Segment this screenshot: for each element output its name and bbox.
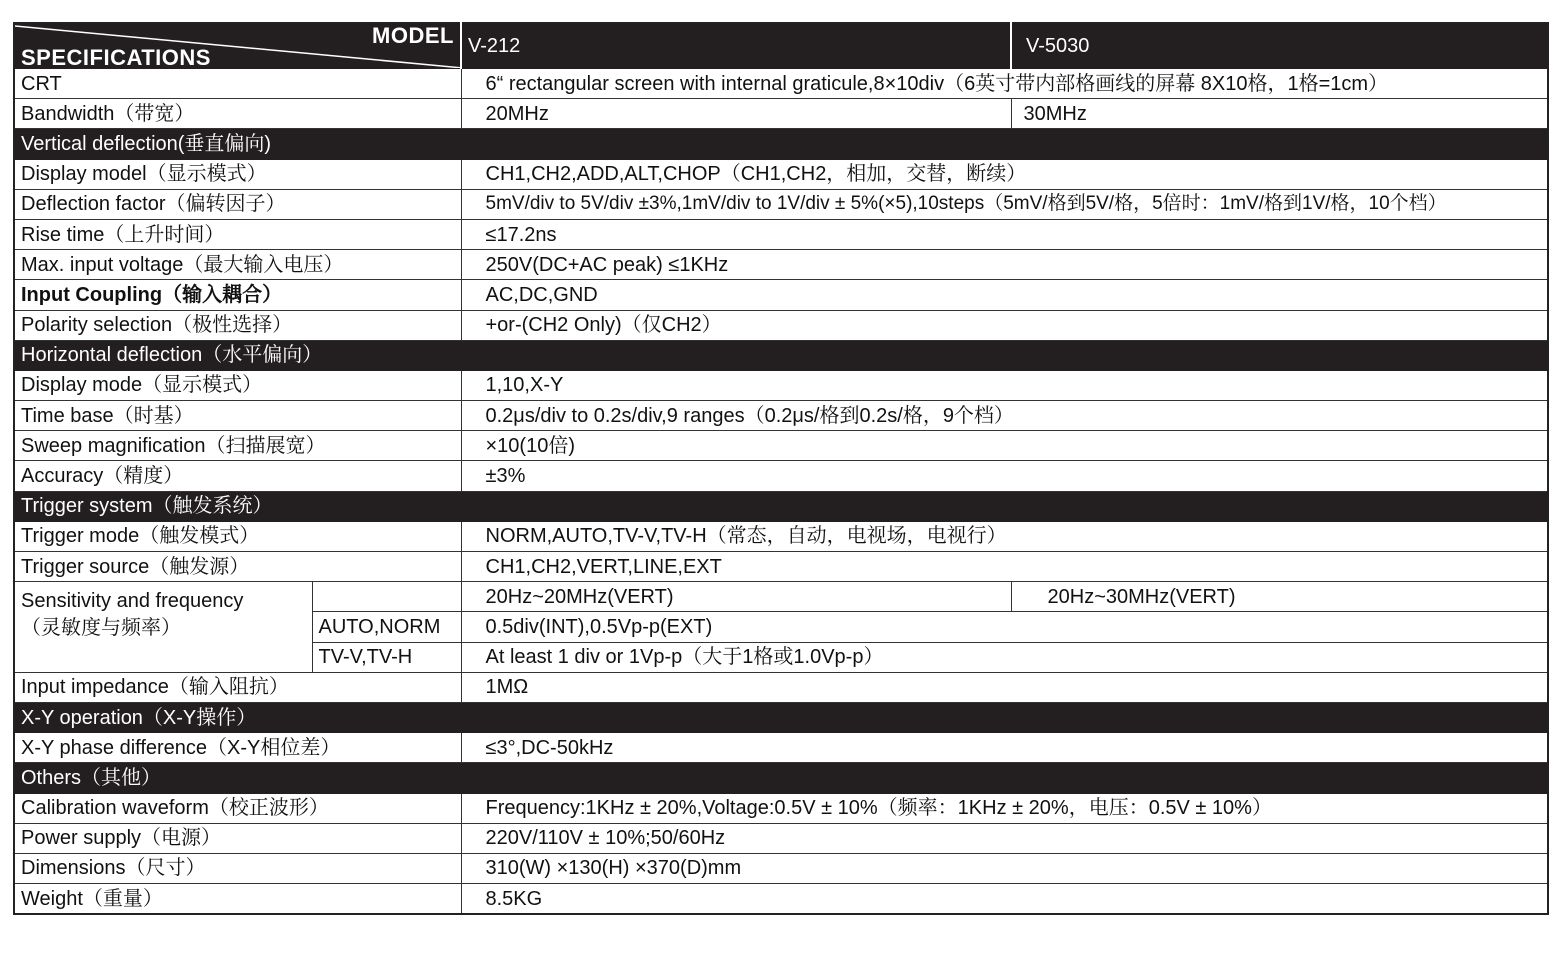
row-label: Rise time（上升时间） (14, 219, 461, 249)
section-header-row (14, 340, 1548, 370)
row-value: 6“ rectangular screen with internal graticule,8×10div（6英寸带内部格画线的屏幕 8X10格，1格=1cm） (461, 69, 1548, 99)
row-value-v212: 20MHz (461, 99, 1011, 129)
row-value: 310(W) ×130(H) ×370(D)mm (461, 853, 1548, 883)
table-row (14, 582, 1548, 612)
row-label: Polarity selection（极性选择） (14, 310, 461, 340)
auto-norm-value: 0.5div(INT),0.5Vp-p(EXT) (461, 612, 1548, 642)
header-corner-cell (14, 23, 461, 69)
table-row (14, 521, 1548, 551)
table-row (14, 99, 1548, 129)
table-row (14, 884, 1548, 915)
row-label: Deflection factor（偏转因子） (14, 189, 461, 219)
auto-norm-label: AUTO,NORM (312, 612, 461, 642)
row-value-v5030: 30MHz (1011, 99, 1548, 129)
row-value: ≤17.2ns (461, 219, 1548, 249)
row-label: Display model（显示模式） (14, 159, 461, 189)
row-label: CRT (14, 69, 461, 99)
table-header-row (14, 23, 1548, 69)
specifications-label: SPECIFICATIONS (21, 45, 211, 69)
section-header-row (14, 763, 1548, 793)
tv-label: TV-V,TV-H (312, 642, 461, 672)
sensitivity-blank-cell (312, 582, 461, 612)
table-row (14, 250, 1548, 280)
row-value: 1,10,X-Y (461, 370, 1548, 400)
sensitivity-label-cell (14, 582, 312, 673)
row-value: ×10(10倍) (461, 431, 1548, 461)
sensitivity-freq-v212: 20Hz~20MHz(VERT) (461, 582, 1011, 612)
section-header-row (14, 491, 1548, 521)
table-row (14, 401, 1548, 431)
model-v212-header: V-212 (461, 23, 1011, 69)
row-value: 1MΩ (461, 672, 1548, 702)
row-value: ±3% (461, 461, 1548, 491)
sensitivity-freq-v5030: 20Hz~30MHz(VERT) (1011, 582, 1548, 612)
row-value: +or-(CH2 Only)（仅CH2） (461, 310, 1548, 340)
section-title: X-Y operation（X-Y操作） (14, 702, 1548, 732)
row-label: Display mode（显示模式） (14, 370, 461, 400)
row-value: 0.2μs/div to 0.2s/div,9 ranges（0.2μs/格到0.2s/格，9个档） (461, 401, 1548, 431)
table-row (14, 461, 1548, 491)
table-row (14, 219, 1548, 249)
section-header-row (14, 129, 1548, 159)
table-row (14, 310, 1548, 340)
row-label: Time base（时基） (14, 401, 461, 431)
row-label: Input Coupling（输入耦合） (14, 280, 461, 310)
table-row (14, 823, 1548, 853)
row-label: Trigger source（触发源） (14, 552, 461, 582)
specifications-table (13, 22, 1549, 915)
row-label: X-Y phase difference（X-Y相位差） (14, 733, 461, 763)
row-label: Sweep magnification（扫描展宽） (14, 431, 461, 461)
section-title: Others（其他） (14, 763, 1548, 793)
table-row (14, 733, 1548, 763)
model-v5030-header: V-5030 (1011, 23, 1548, 69)
table-row (14, 159, 1548, 189)
row-label: Calibration waveform（校正波形） (14, 793, 461, 823)
row-value: AC,DC,GND (461, 280, 1548, 310)
table-row (14, 552, 1548, 582)
row-label: Dimensions（尺寸） (14, 853, 461, 883)
row-label: Accuracy（精度） (14, 461, 461, 491)
sensitivity-label-line2: （灵敏度与频率） (21, 617, 181, 640)
row-value: NORM,AUTO,TV-V,TV-H（常态，自动，电视场，电视行） (461, 521, 1548, 551)
table-row (14, 431, 1548, 461)
row-value: ≤3°,DC-50kHz (461, 733, 1548, 763)
table-row (14, 189, 1548, 219)
row-label: Weight（重量） (14, 884, 461, 915)
table-row (14, 672, 1548, 702)
row-label: Bandwidth（带宽） (14, 99, 461, 129)
model-label: MODEL (372, 23, 454, 48)
table-row (14, 280, 1548, 310)
row-value: 250V(DC+AC peak) ≤1KHz (461, 250, 1548, 280)
row-label: Input impedance（输入阻抗） (14, 672, 461, 702)
row-value: 8.5KG (461, 884, 1548, 915)
sensitivity-label-line1: Sensitivity and frequency (21, 590, 244, 613)
section-title: Vertical deflection(垂直偏向) (14, 129, 1548, 159)
section-title: Trigger system（触发系统） (14, 491, 1548, 521)
table-row (14, 370, 1548, 400)
row-label: Power supply（电源） (14, 823, 461, 853)
row-value: 220V/110V ± 10%;50/60Hz (461, 823, 1548, 853)
row-value: CH1,CH2,ADD,ALT,CHOP（CH1,CH2，相加，交替，断续） (461, 159, 1548, 189)
table-row (14, 793, 1548, 823)
table-row (14, 69, 1548, 99)
table-row (14, 853, 1548, 883)
row-label: Trigger mode（触发模式） (14, 521, 461, 551)
section-title: Horizontal deflection（水平偏向） (14, 340, 1548, 370)
row-value: CH1,CH2,VERT,LINE,EXT (461, 552, 1548, 582)
row-value: Frequency:1KHz ± 20%,Voltage:0.5V ± 10%（频率：1KHz ± 20%，电压：0.5V ± 10%） (461, 793, 1548, 823)
row-label: Max. input voltage（最大输入电压） (14, 250, 461, 280)
tv-value: At least 1 div or 1Vp-p（大于1格或1.0Vp-p） (461, 642, 1548, 672)
section-header-row (14, 702, 1548, 732)
row-value: 5mV/div to 5V/div ±3%,1mV/div to 1V/div ± 5%(×5),10steps（5mV/格到5V/格，5倍时：1mV/格到1V/格，10个档） (461, 189, 1548, 219)
